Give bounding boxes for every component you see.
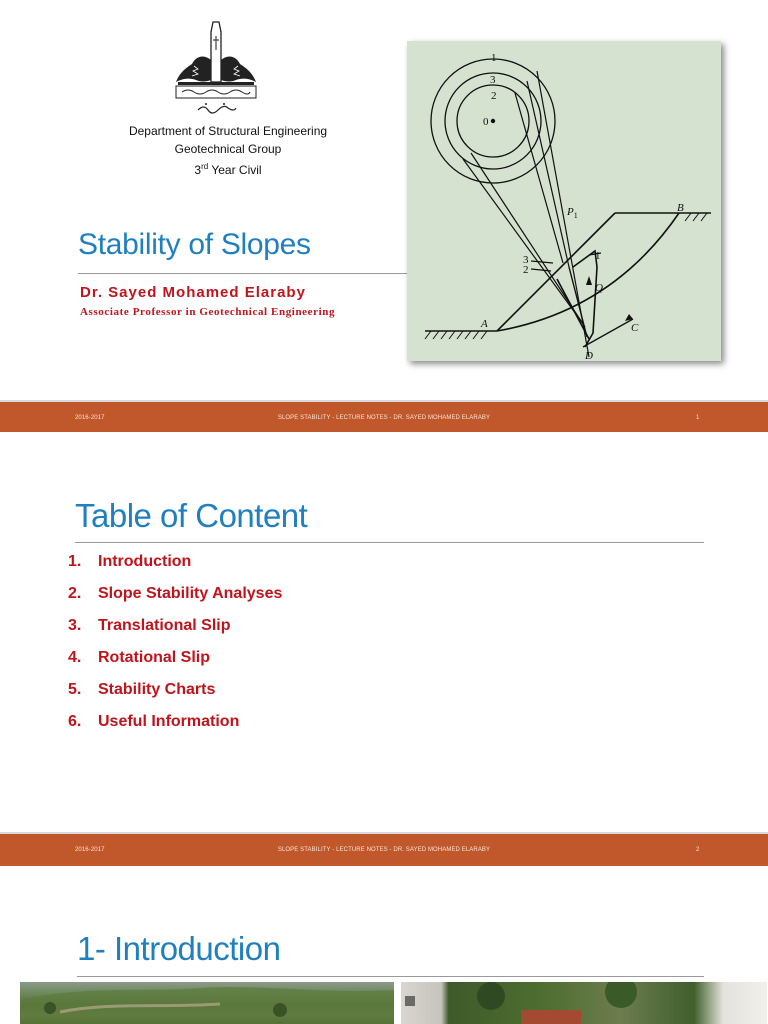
toc-list [68,549,282,741]
author-role: Associate Professor in Geotechnical Engineering [80,306,336,318]
toc-item[interactable]: 3. Translational Slip [68,617,231,634]
department-block [90,122,366,179]
figure-label-side-2: 2 [523,264,529,276]
collapsed-building-photo [401,982,767,1024]
figure-label-circle-2: 2 [491,90,497,102]
figure-label-b: B [677,202,684,214]
figure-label-circle-1: 1 [491,52,497,64]
footer-page-number: 1 [696,415,700,421]
figure-label-q: Q [595,282,603,294]
department-name: Department of Structural Engineering [128,124,328,138]
slope-stability-figure [407,41,721,361]
toc-divider [75,542,704,543]
intro-title: 1- Introduction [77,930,281,967]
toc-item[interactable]: 2. Slope Stability Analyses [68,585,283,602]
toc-item[interactable]: 4. Rotational Slip [68,649,210,666]
slide-footer-2 [0,832,768,866]
toc-title: Table of Content [75,497,308,534]
toc-item[interactable]: 6. Useful Information [68,713,240,730]
slide-footer-1 [0,400,768,434]
author-name: Dr. Sayed Mohamed Elaraby [80,284,306,301]
figure-label-circle-3: 3 [490,74,496,86]
landslide-hill-photo [20,982,394,1024]
group-name: Geotechnical Group [174,142,282,156]
figure-label-d: D [585,350,593,361]
year-label: 3rd Year Civil [194,162,262,177]
figure-label-p1: $P_1$ [567,206,578,220]
footer-text: SLOPE STABILITY - LECTURE NOTES - DR. SAYED MOHAMED ELARABY [277,415,491,421]
footer-page-number: 2 [696,847,700,853]
figure-label-side-1: 1 [595,250,601,262]
title-divider [78,273,409,274]
figure-label-c: C [631,322,639,334]
slide-title: Stability of Slopes [78,228,311,261]
toc-item[interactable]: 5. Stability Charts [68,681,216,698]
intro-divider [77,976,704,977]
university-logo [168,20,264,120]
footer-year: 2016-2017 [75,415,105,421]
slide-1 [0,0,768,400]
footer-text: SLOPE STABILITY - LECTURE NOTES - DR. SAYED MOHAMED ELARABY [277,847,491,853]
figure-label-a: A [481,318,488,330]
footer-year: 2016-2017 [75,847,105,853]
toc-item[interactable]: 1. Introduction [68,553,192,570]
figure-label-side-3: 3 [523,254,529,266]
figure-label-center: 0 [483,116,489,128]
